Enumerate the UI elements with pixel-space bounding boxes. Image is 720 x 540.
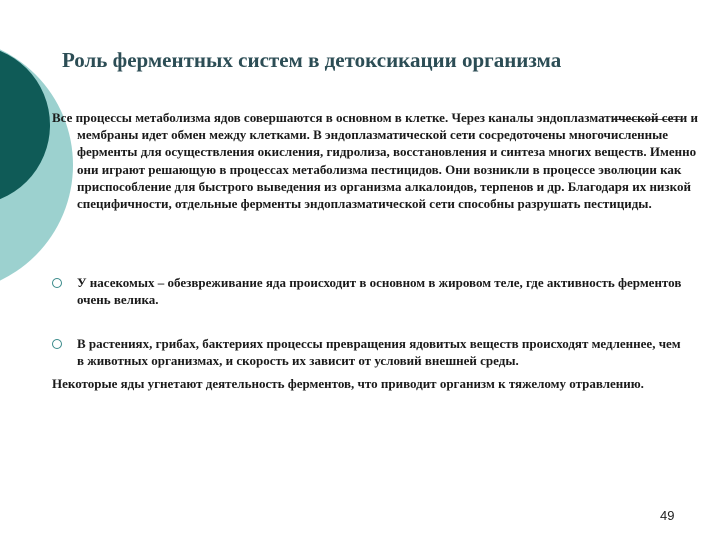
closing-paragraph: Некоторые яды угнетают деятельность ферментов, что приводит организм к тяжелому отравлению. <box>52 376 644 391</box>
bullet-circle-icon <box>52 339 62 349</box>
main-paragraph: Все процессы метаболизма ядов совершаются в основном в клетке. Через каналы эндоплазматической сети и мембраны идет обмен между клетками. В эндоплазматической сети сосредоточены многочисленные ферменты для осуществления окисления, гидролиза, восстановления и синтеза многих веществ. Именно они играют решающую в процессах метаболизма пестицидов. Они возникли в процессе эволюции как приспособление для быстрого выведения из организма алкалоидов, терпенов и др. Благодаря их низкой специфичности, отдельные ферменты эндоплазматической сети способны разрушать пестициды. <box>52 110 699 212</box>
page-number: 49 <box>660 508 675 523</box>
bullet-text: В растениях, грибах, бактериях процессы превращения ядовитых веществ происходят медленнее, чем в животных организмах, и скорость их зависит от условий внешней среды. <box>77 336 681 369</box>
bullet-text: У насекомых – обезвреживание яда происходит в основном в жировом теле, где активность ферментов очень велика. <box>77 275 682 308</box>
bullet-circle-icon <box>52 278 62 288</box>
slide-title: Роль ферментных систем в детоксикации организма <box>62 48 562 72</box>
